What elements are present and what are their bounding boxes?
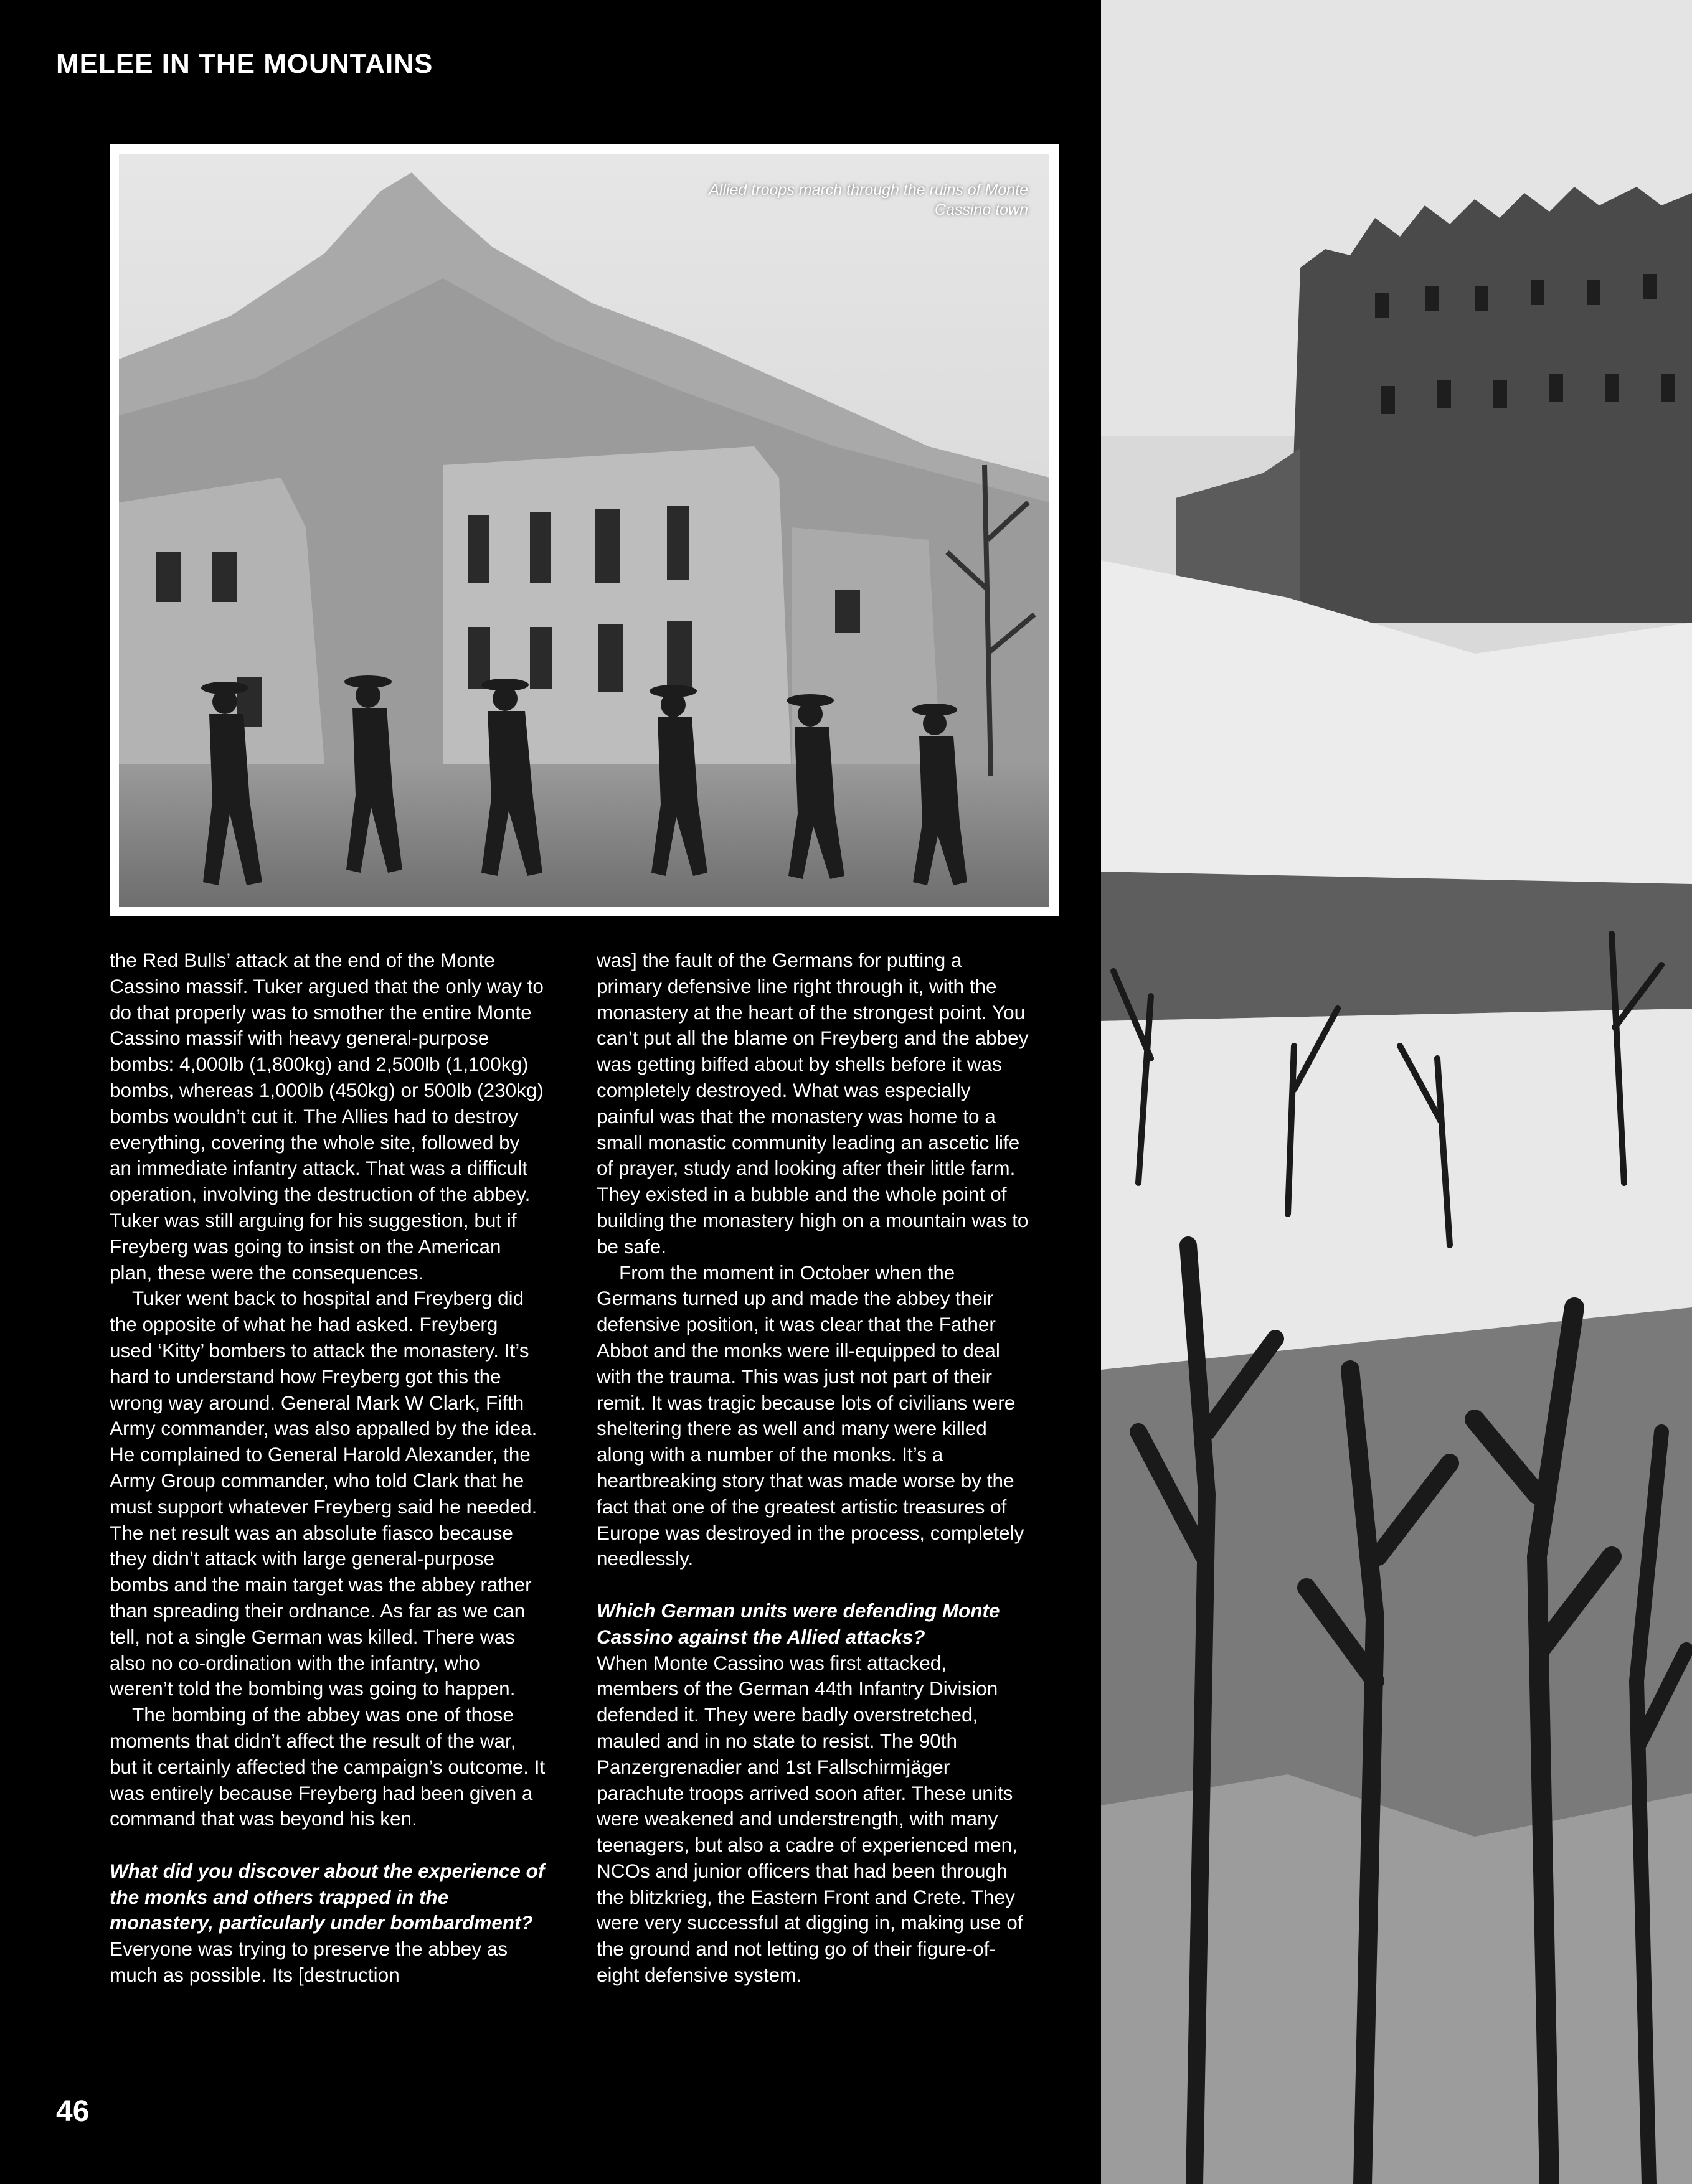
paragraph: The bombing of the abbey was one of those moments that didn’t affect the result of the war, but it certainly affected the campaign’s outcome. It was entirely because Freyberg had been given a command that was beyond his ken.: [110, 1703, 546, 1830]
page-number: 46: [56, 2095, 90, 2128]
ruined-abbey-photo: [1101, 0, 1692, 2184]
inset-photo: [119, 154, 1049, 907]
section-title: MELEE IN THE MOUNTAINS: [56, 49, 433, 79]
paragraph: the Red Bulls’ attack at the end of the Monte Cassino massif. Tuker argued that the only way to do that properly was to smother the entire Monte Cassino massif with heavy general-purpose bombs: 4,000lb (1,800kg) and 2,500lb (1,100kg) bombs, whereas 1,000lb (450kg) or 500lb (230kg) bombs wouldn’t cut it. The Allies had to destroy everything, covering the whole site, followed by an immediate infantry attack. That was a difficult operation, involving the destruction of the abbey. Tuker was still arguing for his suggestion, but if Freyberg was going to insist on the American plan, these were the consequences.: [110, 949, 544, 1284]
paragraph: From the moment in October when the Germans turned up and made the abbey their defensive position, it was clear that the Father Abbot and the monks were ill-equipped to deal with the trauma. This was just not part of their remit. It was tragic because lots of civilians were sheltering there as well and many were killed along with a number of the monks. It’s a heartbreaking story that was made worse by the fact that one of the greatest artistic treasures of Europe was destroyed in the process, completely needlessly.: [597, 1261, 1024, 1570]
paragraph: When Monte Cassino was first attacked, members of the German 44th Infantry Division defended it. They were badly overstretched, mauled and in no state to resist. The 90th Panzergrenadier and 1st Fallschirmjäger parachute troops arrived soon after. These units were weakened and understrength, with many teenagers, but also a cadre of experienced men, NCOs and junior officers that had been through the blitzkrieg, the Eastern Front and Crete. They were very successful at digging in, making use of the ground and not letting go of their figure-of-eight defensive system.: [597, 1651, 1023, 1987]
interview-question: Which German units were defending Monte Cassino against the Allied attacks?: [597, 1599, 1000, 1648]
paragraph: Tuker went back to hospital and Freyberg did the opposite of what he had asked. Freyberg used ‘Kitty’ bombers to attack the monastery. It’s hard to understand how Freyberg got this the wrong way around. General Mark W Clark, Fifth Army commander, was also appalled by the idea. He complained to General Harold Alexander, the Army Group commander, who told Clark that he must support whatever Freyberg said he needed. The net result was an absolute fiasco because they didn’t attack with large general-purpose bombs and the main target was the abbey rather than spreading their ordnance. As far as we can tell, not a single German was killed. There was also no co-ordination with the infantry, who weren’t told the bombing was going to happen.: [110, 1287, 537, 1700]
article-column-2: [597, 948, 1033, 1989]
paragraph: Everyone was trying to preserve the abbey as much as possible. Its [destruction: [110, 1937, 508, 1987]
soldiers-in-ruins-image: [119, 154, 1049, 907]
photo-caption: Allied troops march through the ruins of Monte Cassino town: [709, 181, 1028, 219]
abbey-hillside-image: [1101, 0, 1692, 2184]
article-column-1: [110, 948, 546, 1989]
paragraph: was] the fault of the Germans for putting a primary defensive line right through it, with the monastery at the heart of the strongest point. You can’t put all the blame on Freyberg and the abbey was getting biffed about by shells before it was completely destroyed. What was especially painful was that the monastery was home to a small monastic community leading an ascetic life of prayer, study and looking after their little farm. They existed in a bubble and the whole point of building the monastery high on a mountain was to be safe.: [597, 949, 1029, 1258]
inset-photo-frame: [110, 144, 1059, 916]
interview-question: What did you discover about the experience of the monks and others trapped in the monastery, particularly under bombardment?: [110, 1859, 545, 1934]
